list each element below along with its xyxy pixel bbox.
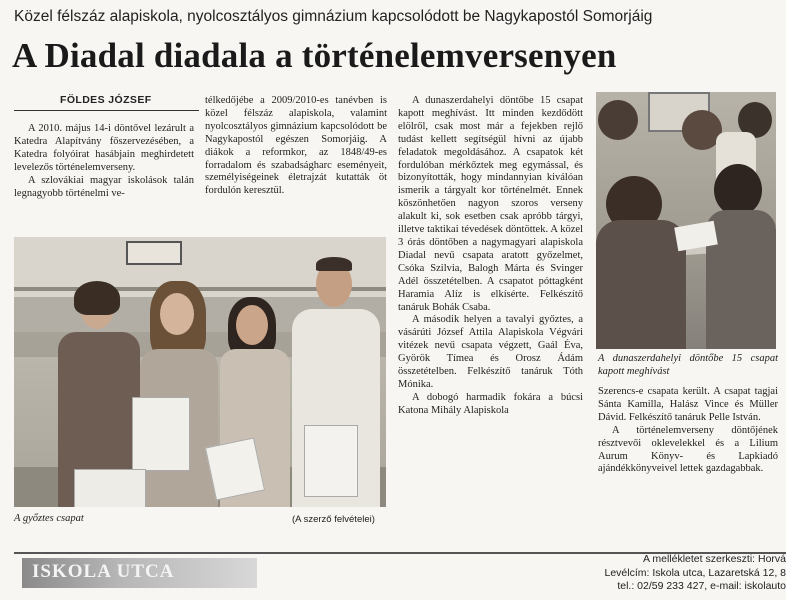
paragraph: A dobogó harmadik fokára a búcsi Katona Mihály Alapiskola — [398, 391, 583, 416]
person-3-head — [236, 305, 268, 345]
footer-section-title: ISKOLA UTCA — [32, 561, 175, 582]
article-column-2 — [205, 95, 387, 198]
article-kicker: Közel félszáz alapiskola, nyolcosztályos gimnázium kapcsolódott be Nagykapostól Somorjáig — [14, 8, 653, 25]
article-column-1 — [14, 123, 194, 200]
paragraph: Szerencs-e csapata került. A csapat tagjai Sánta Kamilla, Halász Vince és Müller Dávid. Felkészítő tanáruk Pelle István. — [598, 386, 778, 423]
photo-credit: (A szerző felvételei) — [292, 514, 375, 525]
student-back-1 — [598, 100, 638, 140]
person-2-head — [160, 293, 194, 335]
byline-divider — [14, 110, 199, 111]
footer-editor-line: A mellékletet szerkeszti: Horvá — [643, 553, 786, 565]
student-right-head — [714, 164, 762, 216]
gift-bag — [132, 397, 190, 471]
person-4-hair — [316, 257, 352, 271]
photo-caption-winning-team: A győztes csapat — [14, 513, 84, 524]
footer-contact-info — [570, 553, 786, 594]
person-1-hair — [74, 281, 120, 315]
footer-contact-line: tel.: 02/59 233 427, e-mail: iskolauto — [617, 580, 786, 592]
footer-address-line: Levélcím: Iskola utca, Lazaretská 12, 8 — [604, 566, 786, 579]
basketball-board — [126, 241, 182, 265]
paragraph: A második helyen a tavalyi győztes, a vásárúti József Attila Alapiskola Végvári vitézek nevű csapata végzett, Gaál Éva, Györök Tímea és Orosz Ádám összetételben. Felkészítő tanáruk Tóth Mónika. — [398, 314, 583, 390]
article-column-3 — [398, 95, 583, 550]
photo-caption-finalists: A dunaszerdahelyi döntőbe 15 csapat kapott meghívást — [598, 353, 778, 377]
paragraph: A 2010. május 14-i döntővel lezárult a Katedra Alapítvány főszervezésében, a Katedra folyóirat hasábjain meghirdetett levelezős történelemverseny. — [14, 123, 194, 173]
student-right-body — [706, 210, 776, 349]
paragraph: télkedőjébe a 2009/2010-es tanévben is közel félszáz alapiskola, valamint nyolcosztályos gimnázium kapcsolódott be Nagykapostól egészen Somorjáig. A diákok a reformkor, az 1848/49-es forradalom és szabadságharc eseményeit, személyiségeinek életrajzát kutatták öt fordulón keresztül. — [205, 95, 387, 197]
article-headline: A Diadal diadala a történelemversenyen — [12, 36, 617, 75]
student-front-body — [596, 220, 686, 349]
gift-bag — [205, 437, 265, 500]
article-column-4 — [598, 386, 778, 476]
article-byline: FÖLDES JÓZSEF — [60, 94, 152, 106]
paragraph: A történelemverseny döntőjének résztvevői oklevelekkel és a Lilium Aurum Könyv- és Lapkiadó ajándékkönyveivel lettek gazdagabbak. — [598, 424, 778, 475]
paragraph: A dunaszerdahelyi döntőbe 15 csapat kapott meghívást. Itt minden kezdődött elölről, csak most már a fejekben rejlő tudást kellett segítségül hívni az újabb feladatok megoldásához. A csapatok két fordulóban mérkőztek meg egymással, és bizonyították, hogy mindannyian kiválóan ismerik a tárgyalt kor történelmét. Ennek köszönhetően nagyon szoros verseny alakult ki, sok esetben csak apróbb tárgyi, illetve taktikai tévedések döntöttek. A közel 3 órás döntőben a nagymagyari alapiskola Diadal nevű csapata aratott győzelmet, Csóka Szilvia, Balogh Márta és Svinger Adél összetételben. A csapatot póttagként Haramia Alíz is elkísérte. Felkészítő tanáruk Bohák Csaba. — [398, 95, 583, 313]
students-competition-photo — [596, 92, 776, 349]
paragraph: A szlovákiai magyar iskolások talán legnagyobb történelmi ve- — [14, 174, 194, 199]
gift-bag — [74, 469, 146, 507]
gift-bag — [304, 425, 358, 497]
winning-team-photo — [14, 237, 386, 507]
